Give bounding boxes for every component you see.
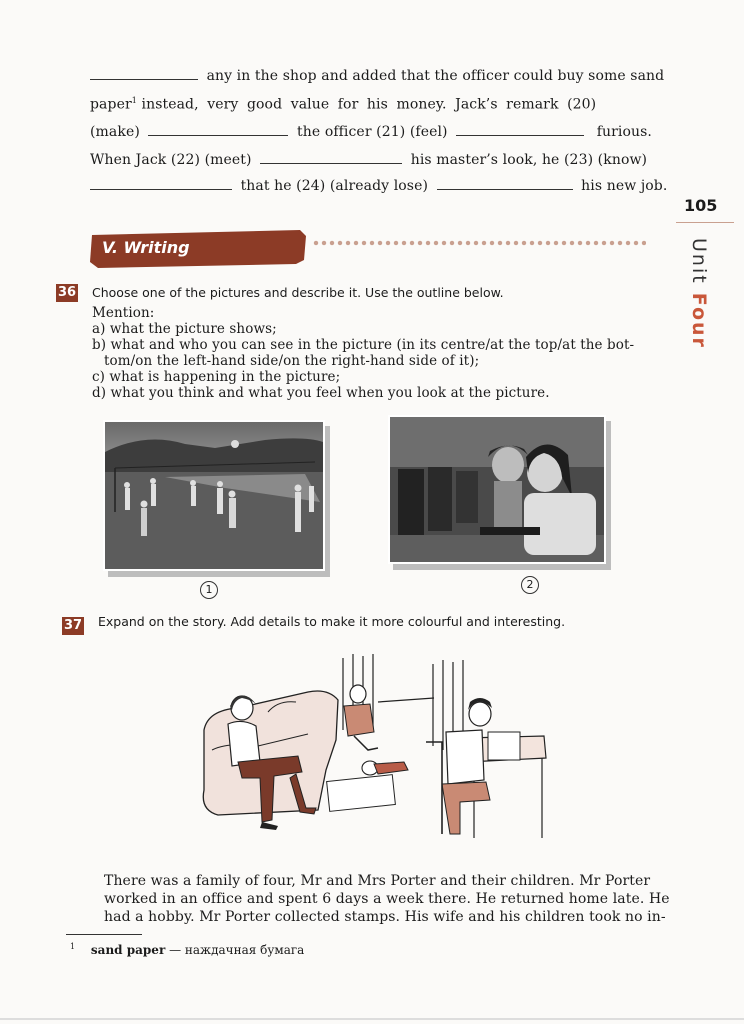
- exercise-36-number: 36: [57, 285, 77, 300]
- unit-label: [688, 238, 718, 368]
- outline-item-d: d) what you think and what you feel when you look at the picture.: [92, 385, 550, 401]
- story-line-5: that he (24) (already lose) his new job.: [90, 178, 667, 194]
- story-line-1: There was a family of four, Mr and Mrs Porter and their children. Mr Porter: [104, 873, 651, 889]
- exercise-36-instruction: Choose one of the pictures and describe it. Use the outline below.: [92, 285, 504, 300]
- footnote: $^1$ sand paper — наждачная бумага: [70, 942, 305, 957]
- family-scene-drawing: [198, 650, 548, 840]
- story-line-3: had a hobby. Mr Porter collected stamps. His wife and his children took no in-: [104, 909, 666, 925]
- page-number-rule: [676, 222, 734, 223]
- picture-1-label: 1: [200, 581, 218, 599]
- unit-word: Unit: [688, 238, 710, 285]
- story-line-4: When Jack (22) (meet) his master’s look, he (23) (know): [90, 152, 648, 168]
- section-dots: [312, 240, 646, 246]
- outline-item-c: c) what is happening in the picture;: [92, 369, 341, 385]
- answer-blank-23[interactable]: [90, 188, 232, 190]
- footnote-rule: [66, 934, 142, 935]
- picture-2-label: 2: [521, 576, 539, 594]
- picture-1-volleyball[interactable]: [103, 420, 325, 571]
- picture-2-computers[interactable]: [388, 415, 606, 564]
- story-line-2: paper$^1$ instead, very good value for his money. Jack’s remark (20): [90, 96, 597, 113]
- outline-item-a: a) what the picture shows;: [92, 321, 277, 337]
- answer-blank-22[interactable]: [260, 162, 402, 164]
- exercise-37-instruction: Expand on the story. Add details to make it more colourful and interesting.: [98, 614, 566, 629]
- computer-class-image: [390, 417, 604, 562]
- page-bottom-edge: [0, 1018, 744, 1020]
- story-line-3: (make) the officer (21) (feel) furious.: [90, 124, 652, 140]
- footnote-ref: 1: [131, 96, 137, 105]
- answer-blank-20[interactable]: [148, 134, 288, 136]
- outline-item-b: b) what and who you can see in the picture (in its centre/at the top/at the bot-: [92, 337, 635, 353]
- mention-label: Mention:: [92, 305, 155, 321]
- answer-blank-19[interactable]: [90, 78, 198, 80]
- family-illustration: [198, 650, 548, 840]
- volleyball-scene-image: [105, 422, 323, 569]
- section-title: V. Writing: [102, 238, 190, 257]
- section-banner: [90, 230, 308, 268]
- answer-blank-24[interactable]: [437, 188, 573, 190]
- story-line-2: worked in an office and spent 6 days a week there. He returned home late. He: [104, 891, 670, 907]
- story-line-1: any in the shop and added that the officer could buy some sand: [90, 68, 664, 84]
- unit-name: Four: [688, 292, 710, 349]
- answer-blank-21[interactable]: [456, 134, 584, 136]
- outline-item-b-cont: tom/on the left-hand side/on the right-hand side of it);: [104, 353, 480, 369]
- exercise-37-number: 37: [63, 618, 83, 633]
- page-number: 105: [684, 196, 718, 215]
